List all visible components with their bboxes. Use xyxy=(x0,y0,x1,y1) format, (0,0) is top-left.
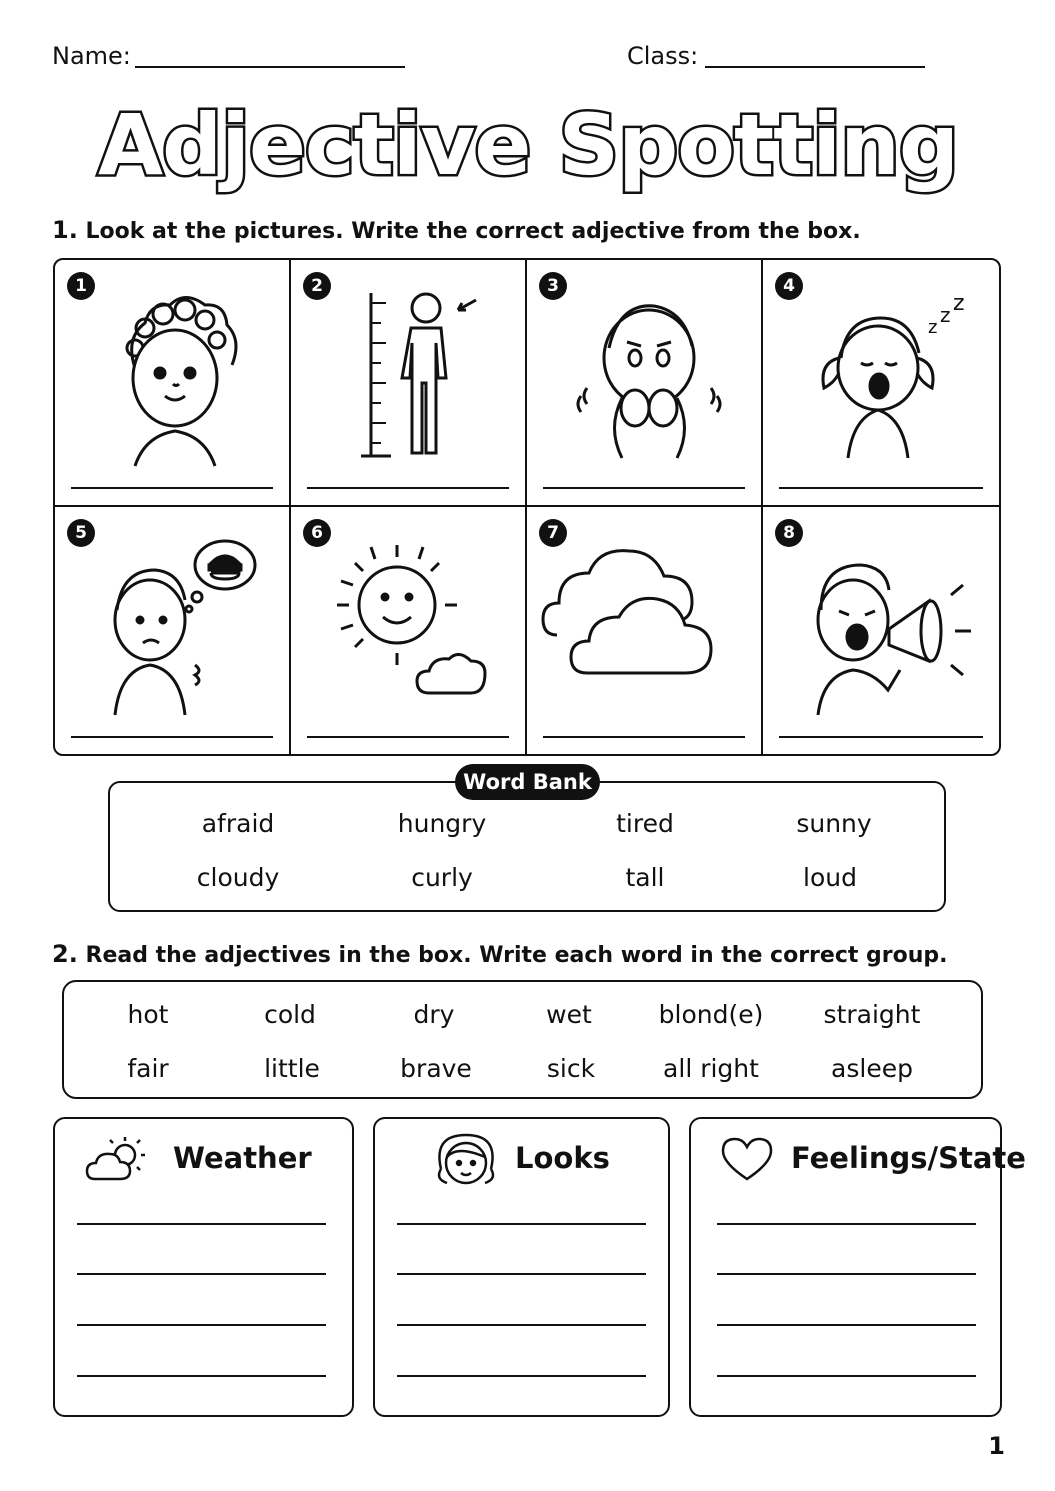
group-answer-line[interactable] xyxy=(77,1375,326,1377)
group-answer-line[interactable] xyxy=(397,1324,646,1326)
curly-hair-boy-icon xyxy=(95,278,255,478)
adjective-word: blond(e) xyxy=(658,1000,764,1029)
picture-number-1: 1 xyxy=(67,272,95,300)
adjective-word: little xyxy=(264,1054,320,1083)
word-bank-word: tall xyxy=(625,863,665,892)
section1-instruction-text: Look at the pictures. Write the correct adjective from the box. xyxy=(85,219,861,244)
group-answer-line[interactable] xyxy=(77,1273,326,1275)
group-answer-line[interactable] xyxy=(77,1324,326,1326)
group-weather xyxy=(53,1117,354,1417)
section2-instruction-text: Read the adjectives in the box. Write each word in the correct group. xyxy=(85,943,948,968)
picture-grid xyxy=(53,258,1001,756)
answer-line-7[interactable] xyxy=(543,736,745,738)
answer-line-6[interactable] xyxy=(307,736,509,738)
picture-number-8: 8 xyxy=(775,519,803,547)
section1-instruction xyxy=(52,216,861,244)
answer-line-8[interactable] xyxy=(779,736,983,738)
answer-line-3[interactable] xyxy=(543,487,745,489)
answer-line-1[interactable] xyxy=(71,487,273,489)
adjective-word: sick xyxy=(546,1054,596,1083)
section1-number: 1. xyxy=(52,216,78,244)
name-label: Name: xyxy=(52,42,131,70)
adjective-box xyxy=(62,980,983,1099)
adjective-word: dry xyxy=(413,1000,455,1029)
group-answer-line[interactable] xyxy=(397,1223,646,1225)
picture-number-6: 6 xyxy=(303,519,331,547)
group-title-weather: Weather xyxy=(173,1141,312,1175)
picture-cell-7 xyxy=(527,507,763,754)
picture-number-4: 4 xyxy=(775,272,803,300)
picture-number-3: 3 xyxy=(539,272,567,300)
adjective-word: hot xyxy=(127,1000,169,1029)
group-answer-line[interactable] xyxy=(717,1223,976,1225)
picture-cell-2 xyxy=(291,260,527,507)
group-answer-line[interactable] xyxy=(397,1273,646,1275)
picture-number-5: 5 xyxy=(67,519,95,547)
section2-instruction xyxy=(52,940,948,968)
tired-yawning-girl-icon xyxy=(803,278,963,478)
class-input-line[interactable] xyxy=(705,66,925,68)
svg-text:z: z xyxy=(928,317,938,338)
heart-icon xyxy=(721,1137,773,1183)
girl-face-icon xyxy=(431,1129,501,1189)
adjective-word: all right xyxy=(663,1054,759,1083)
adjective-word: asleep xyxy=(831,1054,913,1083)
picture-cell-8 xyxy=(763,507,999,754)
word-bank-word: cloudy xyxy=(196,863,280,892)
group-answer-line[interactable] xyxy=(717,1273,976,1275)
afraid-boy-icon xyxy=(567,278,727,478)
sun-cloud-icon xyxy=(85,1133,151,1185)
clouds-icon xyxy=(567,525,727,725)
svg-text:z: z xyxy=(940,303,951,327)
adjective-word: straight xyxy=(823,1000,921,1029)
page-number: 1 xyxy=(988,1432,1005,1460)
adjective-word: wet xyxy=(546,1000,592,1029)
picture-cell-5 xyxy=(55,507,291,754)
loud-megaphone-boy-icon xyxy=(803,525,963,725)
adjective-word: fair xyxy=(127,1054,169,1083)
section2-number: 2. xyxy=(52,940,78,968)
group-title-looks: Looks xyxy=(515,1141,610,1175)
answer-line-4[interactable] xyxy=(779,487,983,489)
group-title-feelings: Feelings/State xyxy=(791,1141,1026,1175)
group-answer-line[interactable] xyxy=(717,1375,976,1377)
group-answer-line[interactable] xyxy=(397,1375,646,1377)
group-looks xyxy=(373,1117,670,1417)
picture-cell-3 xyxy=(527,260,763,507)
hungry-boy-burger-icon xyxy=(95,525,255,725)
adjective-word: brave xyxy=(400,1054,472,1083)
page-title xyxy=(0,92,1055,202)
picture-number-7: 7 xyxy=(539,519,567,547)
word-bank-word: hungry xyxy=(397,809,487,838)
picture-cell-4 xyxy=(763,260,999,507)
name-input-line[interactable] xyxy=(135,66,405,68)
title-text: Adjective Spotting xyxy=(97,96,958,194)
group-feelings xyxy=(689,1117,1026,1417)
word-bank-word: afraid xyxy=(201,809,275,838)
tall-boy-height-chart-icon xyxy=(331,278,491,478)
picture-cell-1 xyxy=(55,260,291,507)
word-bank-title: Word Bank xyxy=(455,764,600,800)
picture-cell-6 xyxy=(291,507,527,754)
group-answer-line[interactable] xyxy=(717,1324,976,1326)
picture-number-2: 2 xyxy=(303,272,331,300)
word-bank-word: sunny xyxy=(796,809,872,838)
class-label: Class: xyxy=(627,42,699,70)
svg-text:z: z xyxy=(953,291,965,316)
answer-line-5[interactable] xyxy=(71,736,273,738)
sun-icon xyxy=(331,525,491,725)
word-bank-word: loud xyxy=(803,863,857,892)
word-bank-word: curly xyxy=(411,863,473,892)
answer-line-2[interactable] xyxy=(307,487,509,489)
word-bank-box xyxy=(108,781,946,912)
word-bank-word: tired xyxy=(616,809,674,838)
group-answer-line[interactable] xyxy=(77,1223,326,1225)
adjective-word: cold xyxy=(264,1000,316,1029)
